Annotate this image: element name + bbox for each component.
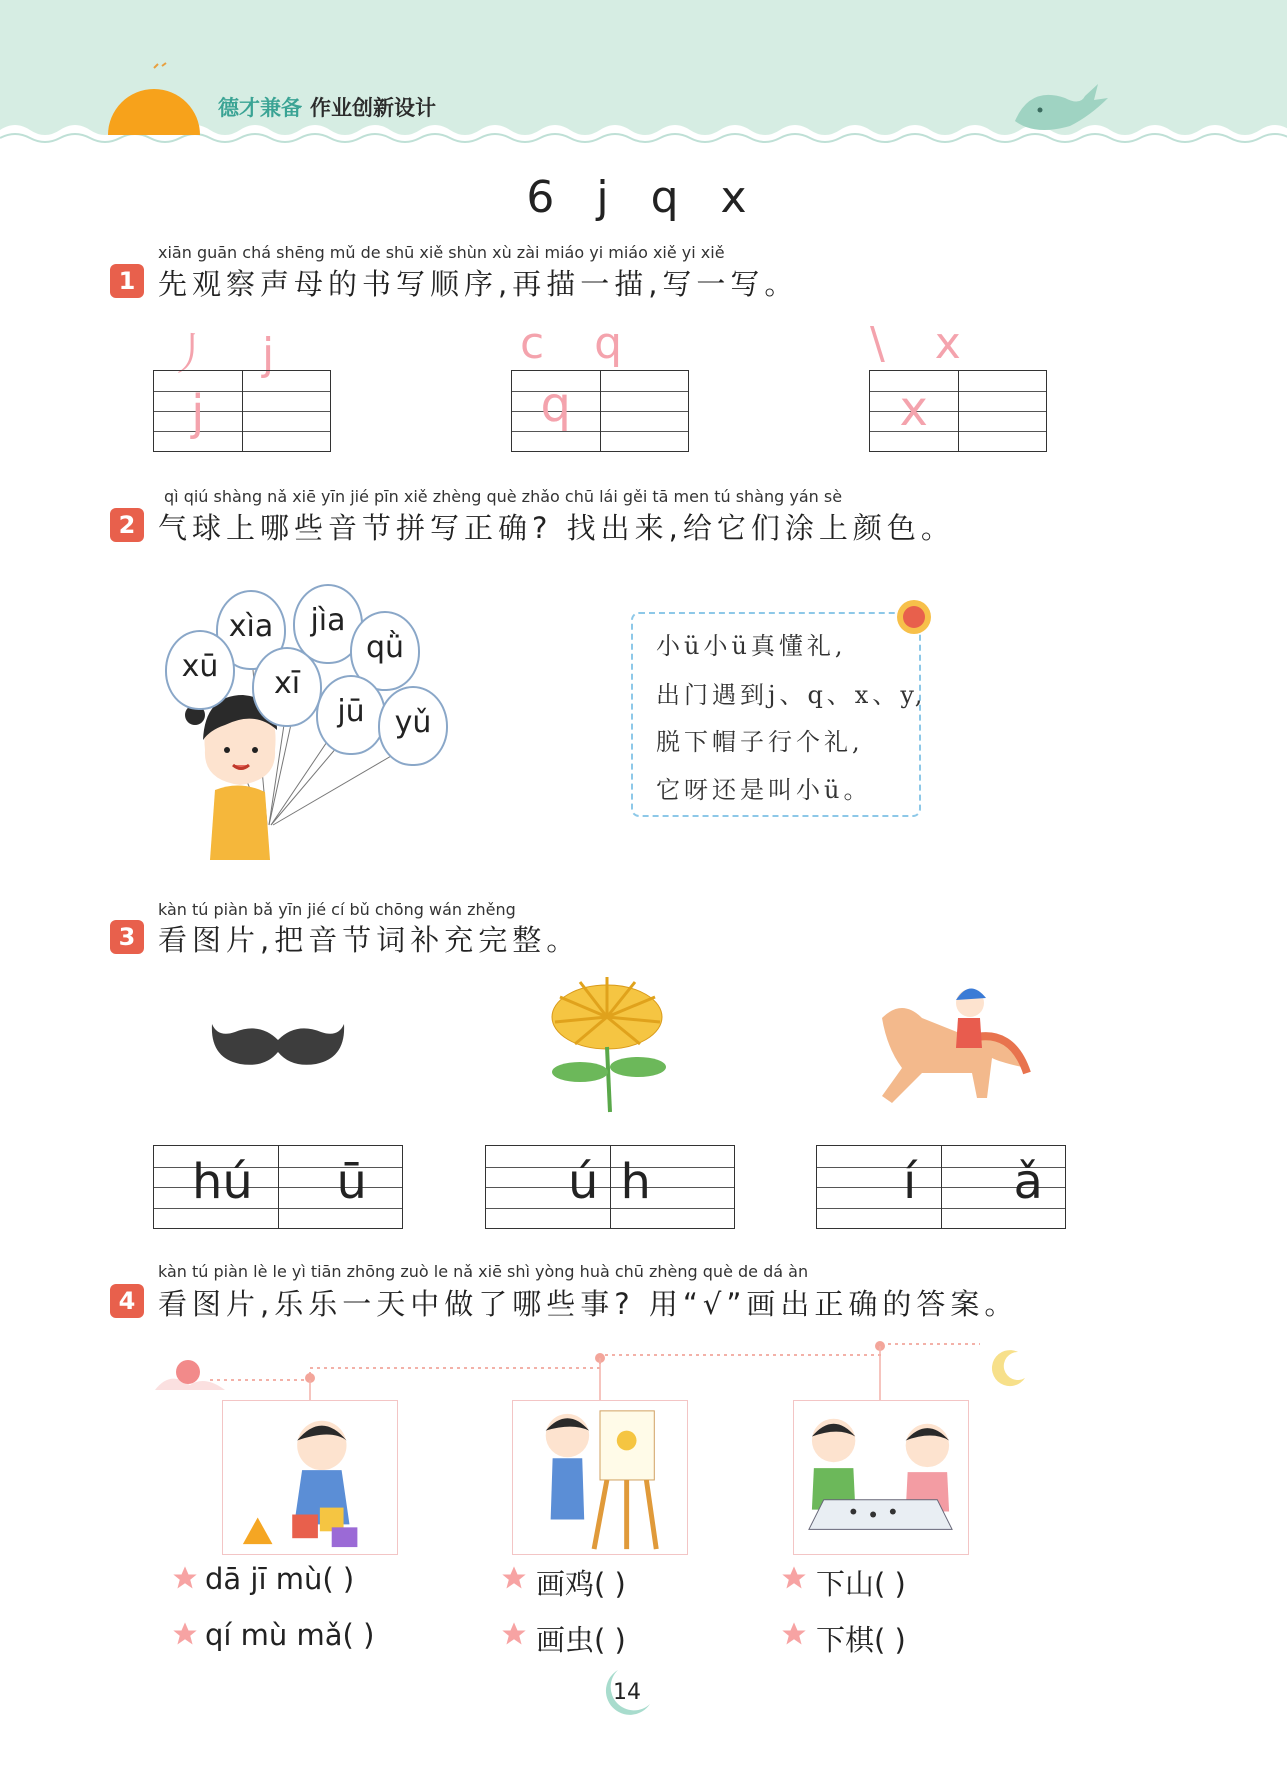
q3-item3-left: í [903,1154,917,1210]
q1-trace-x: x [899,381,928,437]
q1-stroke-order-j: 丿 j [168,329,293,380]
q3-number-badge: 3 [110,920,144,954]
star-icon [500,1620,528,1648]
balloon-xi[interactable]: xī [252,647,322,727]
q2-instruction: 气球上哪些音节拼写正确? 找出来,给它们涂上颜色。 [158,511,955,545]
q2-number-badge: 2 [110,508,144,542]
q3-item3-right: ǎ [1013,1154,1043,1210]
balloon-ju[interactable]: jū [316,675,386,755]
q1-stroke-order-x: \ x [870,318,979,369]
horse-riding-image [862,978,1032,1118]
rhyme-line-3: 脱下帽子行个礼, [656,728,864,756]
star-icon [780,1564,808,1592]
rhyme-line-2: 出门遇到j、q、x、y, [656,681,927,709]
sun-badge-icon [894,597,934,637]
star-icon [171,1564,199,1592]
rhyme-line-1: 小ü小ü真懂礼, [656,632,847,660]
q4-number-badge: 4 [110,1284,144,1318]
q3-item1-right: ū [336,1154,367,1210]
photo-building-blocks [222,1400,398,1555]
q3-item2-right: h [620,1154,651,1210]
brand-subtitle: 作业创新设计 [310,96,436,120]
q4-option-3a[interactable]: 下山( ) [816,1567,906,1601]
q2-pinyin: qì qiú shàng nǎ xiē yīn jié pīn xiě zhèng què zhǎo chū lái gěi tā men tú shàng yán sè [164,487,843,506]
timeline-decoration [150,1330,1050,1410]
q4-pinyin: kàn tú piàn lè le yì tiān zhōng zuò le nǎ xiē shì yòng huà chū zhèng què de dá àn [158,1262,809,1281]
sun-icon [104,60,204,160]
q3-item2-left: ú [568,1154,599,1210]
q3-grid-2[interactable] [485,1145,735,1229]
star-icon [171,1620,199,1648]
star-icon [500,1564,528,1592]
balloon-xia[interactable]: xìa [216,590,286,670]
balloon-jia[interactable]: jìa [293,584,363,664]
q4-option-1a[interactable]: dā jī mù( ) [205,1562,355,1596]
q3-grid-1[interactable] [153,1145,403,1229]
q1-writing-grid-q[interactable] [511,370,689,452]
q4-instruction: 看图片,乐乐一天中做了哪些事? 用“√”画出正确的答案。 [158,1287,1019,1321]
balloon-qv[interactable]: qǜ [350,611,420,691]
page-number: 14 [613,1680,641,1705]
q4-option-2a[interactable]: 画鸡( ) [536,1567,626,1601]
q1-number-badge: 1 [110,264,144,298]
q1-trace-q: q [540,377,571,433]
whale-icon [1010,76,1110,136]
q1-trace-j: j [191,385,205,441]
brand-title [218,92,436,122]
chrysanthemum-image [540,972,675,1117]
star-icon [780,1620,808,1648]
q3-item1-left: hú [192,1154,253,1210]
photo-painting [512,1400,688,1555]
q1-pinyin: xiān guān chá shēng mǔ de shū xiě shùn xù zài miáo yi miáo xiě yi xiě [158,243,725,262]
balloon-yu[interactable]: yǔ [378,686,448,766]
q3-grid-3[interactable] [816,1145,1066,1229]
photo-chess [793,1400,969,1555]
q4-option-2b[interactable]: 画虫( ) [536,1623,626,1657]
q1-writing-grid-x[interactable] [869,370,1047,452]
q1-stroke-order-q: c q [520,318,641,369]
balloon-xu[interactable]: xū [165,630,235,710]
q1-instruction: 先观察声母的书写顺序,再描一描,写一写。 [158,267,799,301]
mustache-image [210,1018,346,1078]
rhyme-line-4: 它呀还是叫小ü。 [656,776,872,804]
lesson-title: 6 j q x [526,172,761,223]
q4-option-1b[interactable]: qí mù mǎ( ) [205,1618,375,1652]
q3-pinyin: kàn tú piàn bǎ yīn jié cí bǔ chōng wán zhěng [158,900,516,919]
q1-writing-grid-j[interactable] [153,370,331,452]
q4-option-3b[interactable]: 下棋( ) [816,1623,906,1657]
brand-name: 德才兼备 [218,96,302,120]
q3-instruction: 看图片,把音节词补充完整。 [158,923,581,957]
